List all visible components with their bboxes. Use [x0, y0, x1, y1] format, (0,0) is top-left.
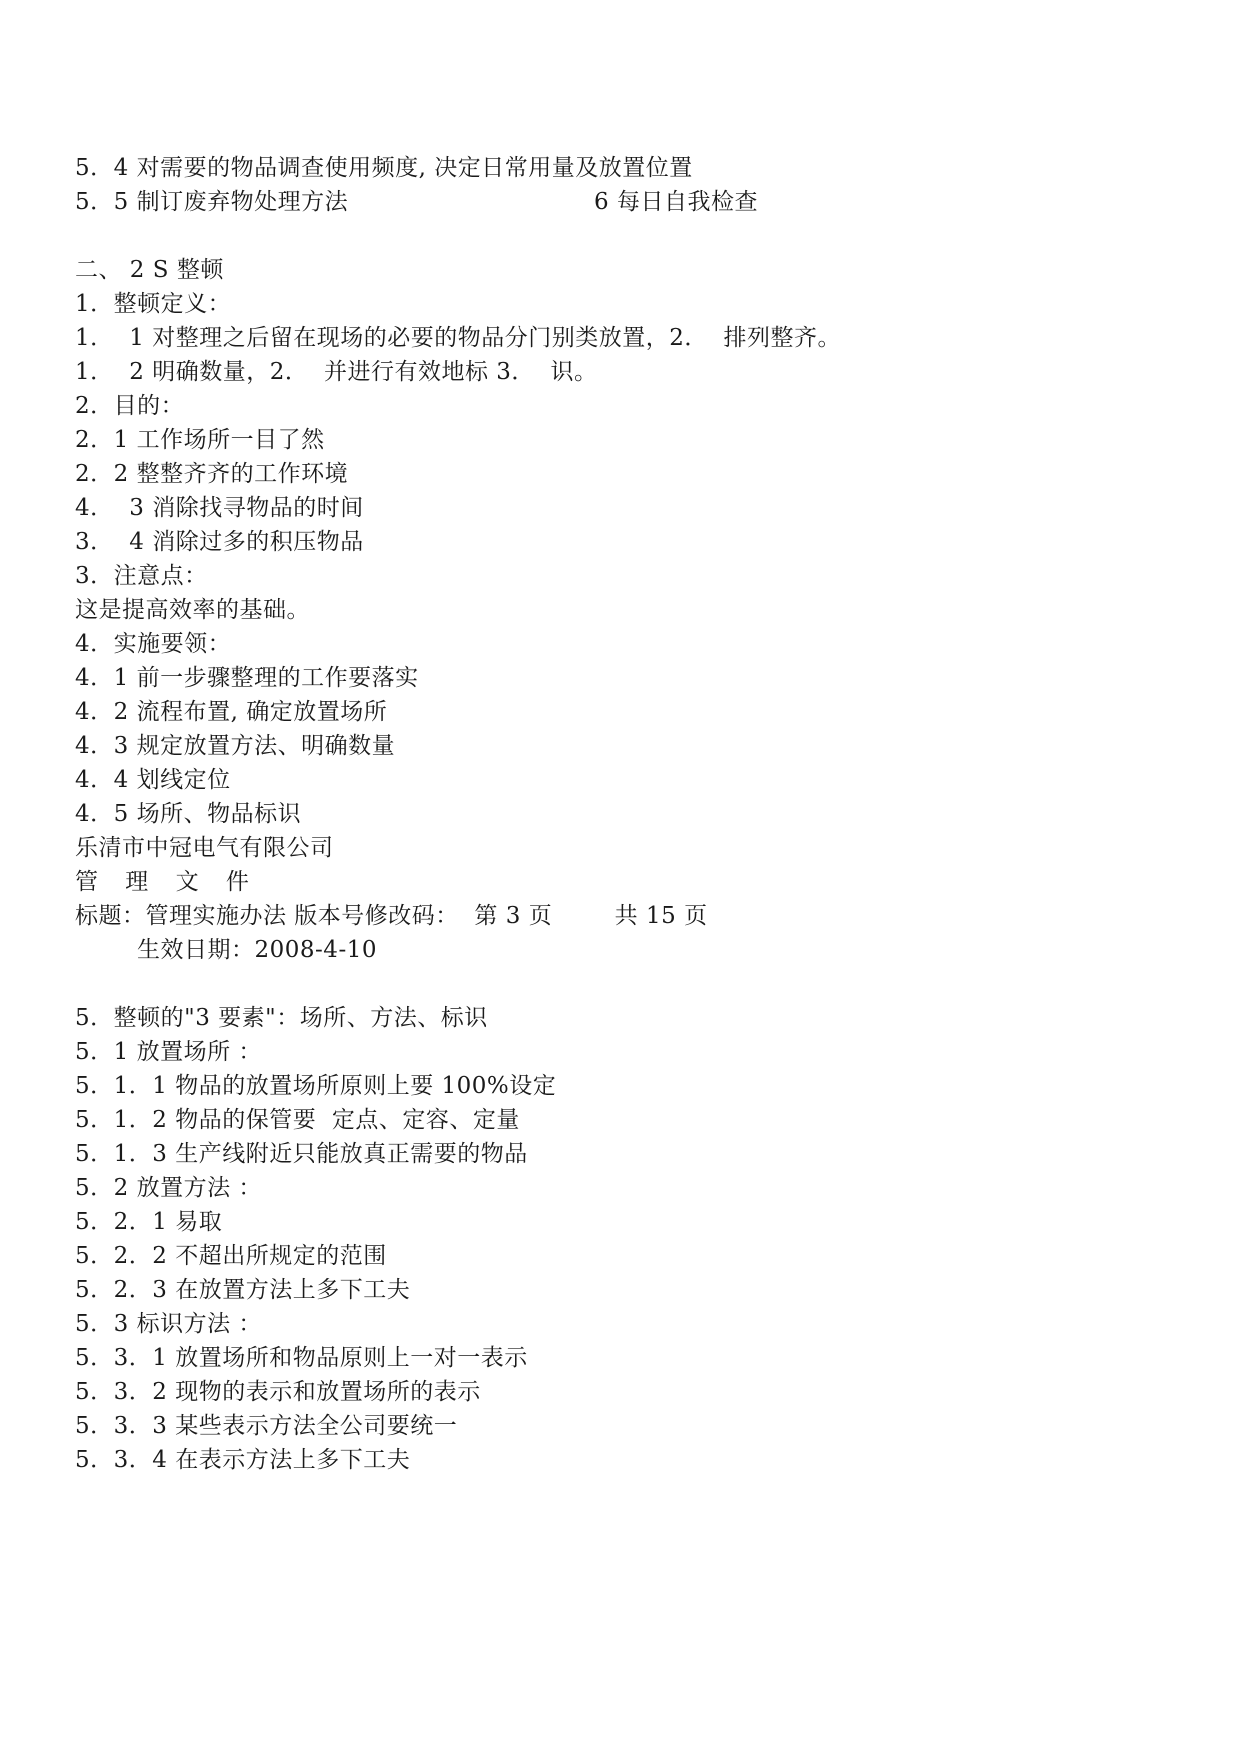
- effective-date: 生效日期：2008-4-10: [137, 937, 377, 963]
- text-line: 5．2 放置方法 ：: [75, 1175, 262, 1201]
- text-line: 5．3．2 现物的表示和放置场所的表示: [75, 1379, 481, 1405]
- text-line: 5．2．1 易取: [75, 1209, 223, 1235]
- text-line: 5．5 制订废弃物处理方法: [75, 189, 349, 215]
- text-line: 1． 2 明确数量，2． 并进行有效地标 3． 识。: [75, 359, 598, 385]
- text-line: 这是提高效率的基础。: [75, 597, 310, 623]
- text-line: 5．2．2 不超出所规定的范围: [75, 1243, 387, 1269]
- text-line: 2．2 整整齐齐的工作环境: [75, 461, 349, 487]
- text-line: 5．3．1 放置场所和物品原则上一对一表示: [75, 1345, 528, 1371]
- text-line: 1． 1 对整理之后留在现场的必要的物品分门别类放置，2． 排列整齐。: [75, 325, 841, 351]
- text-line: 2．目的：: [75, 393, 185, 419]
- text-line: 5．1．2 物品的保管要 定点、定容、定量: [75, 1107, 520, 1133]
- text-line: 4．2 流程布置, 确定放置场所: [75, 699, 388, 725]
- text-line: 4． 3 消除找寻物品的时间: [75, 495, 364, 521]
- text-line: 5．4 对需要的物品调查使用频度, 决定日常用量及放置位置: [75, 155, 693, 181]
- text-line: 3． 4 消除过多的积压物品: [75, 529, 364, 555]
- text-line: 4．1 前一步骤整理的工作要落实: [75, 665, 419, 691]
- text-line: 1．整顿定义：: [75, 291, 232, 317]
- text-line-right: 6 每日自我检查: [594, 189, 758, 215]
- text-line: 4．实施要领：: [75, 631, 232, 657]
- text-line: 5．3．4 在表示方法上多下工夫: [75, 1447, 411, 1473]
- doc-type-label: 管 理 文 件: [75, 869, 259, 895]
- doc-title-line: 标题：管理实施办法 版本号修改码： 第 3 页 共 15 页: [75, 903, 708, 929]
- text-line: 5．1．1 物品的放置场所原则上要 100%设定: [75, 1073, 557, 1099]
- text-line: 5．1．3 生产线附近只能放真正需要的物品: [75, 1141, 528, 1167]
- text-line: 4．5 场所、物品标识: [75, 801, 302, 827]
- text-line: 4．4 划线定位: [75, 767, 231, 793]
- text-line: 2．1 工作场所一目了然: [75, 427, 325, 453]
- text-line: 5．3．3 某些表示方法全公司要统一: [75, 1413, 458, 1439]
- section-heading: 二、 2 S 整顿: [75, 257, 224, 283]
- text-line: 5．整顿的"3 要素"：场所、方法、标识: [75, 1005, 488, 1031]
- text-line: 3．注意点：: [75, 563, 208, 589]
- text-line: 4．3 规定放置方法、明确数量: [75, 733, 396, 759]
- text-line: 5．1 放置场所 ：: [75, 1039, 262, 1065]
- text-line: 5．2．3 在放置方法上多下工夫: [75, 1277, 411, 1303]
- text-line: 5．3 标识方法 ：: [75, 1311, 262, 1337]
- company-name: 乐清市中冠电气有限公司: [75, 835, 334, 861]
